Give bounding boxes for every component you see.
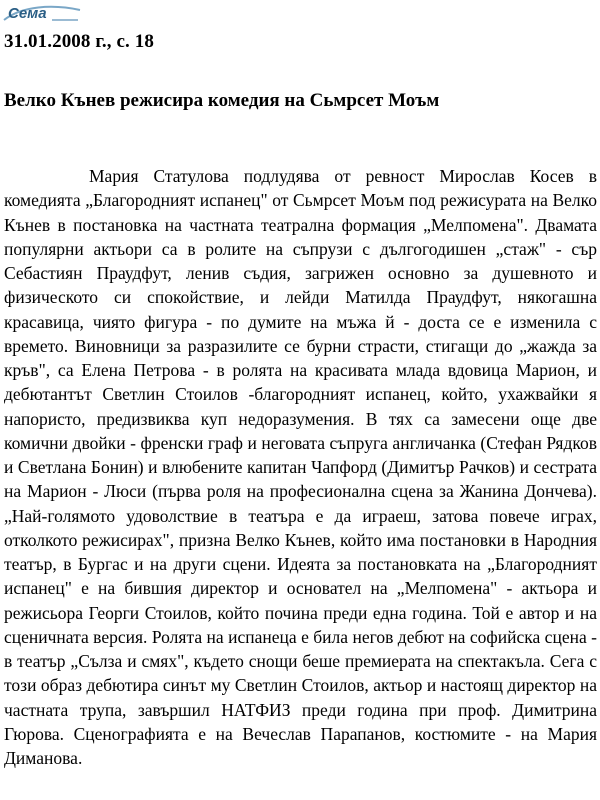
logo-text: Сема	[8, 5, 47, 22]
article-headline: Велко Кънев режисира комедия на Сьмрсет Моъм	[4, 90, 440, 111]
article-body	[4, 164, 597, 770]
logo-wordmark-icon	[2, 2, 82, 24]
article-paragraph: Мария Статулова подлудява от ревност Мирослав Косев в комедията „Благородният испанец" от Сьмрсет Моъм под режисурата на Велко Кънев в постановка на частната театрална формация „Мелпомена". Двамата популярни актьори са в ролите на съпрузи с дългогодишен „стаж" - сър Себастиян Праудфут, ленив съдия, загрижен основно за душевното и физическото си спокойствие, и лейди Матилда Праудфут, някогашна красавица, чиято фигура - по думите на мъжа й - доста се е изменила с времето. Виновници за разразилите се бурни страсти, стигащи до „жажда за кръв", са Елена Петрова - в ролята на красивата млада вдовица Марион, и дебютантът Светлин Стоилов -благородният испанец, който, ухажвайки я напористо, предизвиква куп недоразумения. В тях са замесени още две комични двойки - френски граф и неговата съпруга англичанка (Стефан Рядков и Светлана Бонин) и влюбените капитан Чапфорд (Димитър Рачков) и сестрата на Марион - Люси (първа роля на професионална сцена за Жанина Дончева). „Най-голямото удоволствие в театъра е да играеш, затова повече играх, отколкото режисирах", призна Велко Кънев, който има постановки в Народния театър, в Бургас и на други сцени. Идеята за постановката на „Благородният испанец" е на бившия директор и основател на „Мелпомена" - актьора и режисьора Георги Стоилов, който почина преди една година. Той е автор и на сценичната версия. Ролята на испанеца е била негов дебют на софийска сцена - в театър „Сълза и смях", където снощи беше премиерата на спектакъла. Сега с този образ дебютира синът му Светлин Стоилов, актьор и настоящ директор на частната трупа, завършил НАТФИЗ преди година при проф. Димитрина Гюрова. Сценографията е на Вечеслав Парапанов, костюмите - на Мария Диманова.	[4, 166, 597, 768]
dateline: 31.01.2008 г., с. 18	[4, 31, 154, 52]
newspaper-logo	[2, 2, 82, 24]
